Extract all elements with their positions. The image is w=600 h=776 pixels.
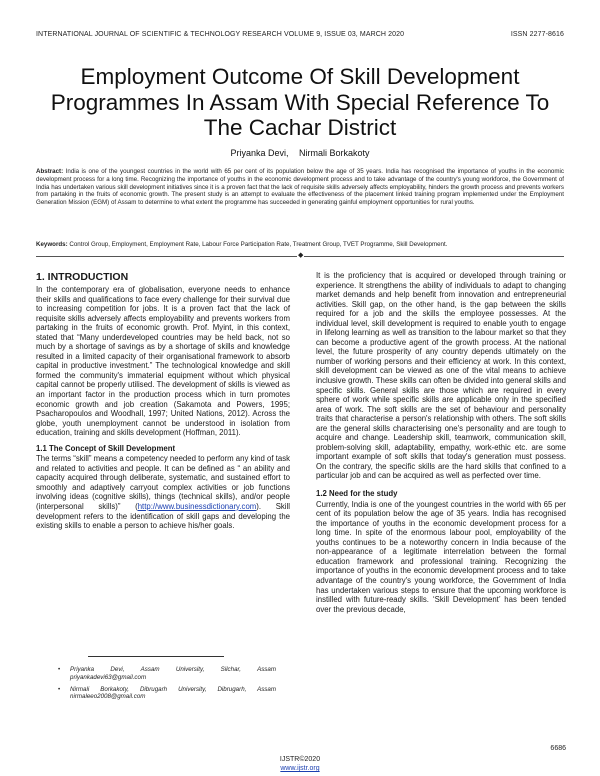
introduction-paragraph: In the contemporary era of globalisation, everyone needs to enhance their skills and qualifications to face every challenge for their survival due to increasing competition for jobs. It is a proven fact that the lack of requisite skills adversely affects employability and prevents workers from partaking in the fruits of economic growth. Prof. Myint, in this context, stated that “Many underdeveloped countries may be held back, not so much by a shortage of savings as by a shortage of skills and knowledge resulted in a limited capacity of their organisational framework to absorb capital in productive investment.” The technological knowledge and skill formed the community's immaterial equipment without which physical capital cannot be properly utilised. The development of skills is viewed as an important factor in the production process which in turn promotes economic growth and job creation (Sakamota and Powers, 1995; Psacharopoulos and Woodhall, 1997; United Nations, 2012). Across the globe, youth unemployment cannot be understood in isolation from education, training and skills development (Hoffman, 2011). (36, 285, 290, 438)
abstract (36, 168, 564, 207)
page-footer (0, 755, 600, 773)
keywords (36, 241, 564, 249)
author-2: Nirmali Borkakoty (299, 148, 370, 158)
author-list (0, 148, 600, 158)
skill-concept-paragraph (36, 454, 290, 530)
abstract-text: India is one of the youngest countries in the world with 65 per cent of its population below the age of 35 years. India has recognised the importance of youths in the economic development process for a long time. Recognizing the importance of youths in the economic development process and to take advantage of the country's young workforce, the Government of India has undertaken various skill development initiatives since it is a proven fact that the lack of requisite skills adversely affects employability, hinders the growth process and prevents workers from partaking in the fruits of economic growth. The present study is an attempt to evaluate the effectiveness of the placement linked training program implemented under the Employment Generation Mission (EGM) of Assam to determine to what extent the programme has succeeded in generating gainful employment opportunities for rural youths. (36, 168, 564, 207)
subsection-heading-need-for-study: 1.2 Need for the study (316, 489, 398, 499)
running-header (36, 31, 564, 38)
divider-diamond-icon: ◆ (298, 252, 304, 259)
keywords-text: Control Group, Employment, Employment Rate, Labour Force Participation Rate, Treatment Group, TVET Programme, Skill Development. (69, 241, 448, 248)
abstract-label: Abstract: (36, 168, 64, 175)
issn: ISSN 2277-8616 (510, 31, 564, 38)
keywords-label: Keywords: (36, 241, 68, 248)
footnote-author-1: • Priyanka Devi, Assam University, Silchar, Assam priyankadevi63@gmail.com (58, 666, 276, 682)
page-number: 6686 (550, 745, 566, 752)
footer-url-link[interactable]: www.ijstr.org (280, 765, 320, 772)
right-column (316, 271, 566, 614)
left-column (36, 271, 290, 531)
footnote-author-2: • Nirmali Borkakoty, Dibrugarh University, Dibrugarh, Assam nirmaleeo2008@gmail.com (58, 686, 276, 702)
skill-concept-text-a: The terms “skill” means a competency needed to perform any kind of task and related to activities and people. It can be defined as “ an ability and capacity acquired through deliberate, systematic, and sustained effort to smoothly and adaptively carryout complex activities or job functions involving ideas (cognitive skills), things (technical skills), and/or people (interpersonal skills)” ( (36, 454, 290, 512)
paper-title: Employment Outcome Of Skill Development Programmes In Assam With Special Reference To The Cachar District (50, 64, 550, 140)
section-heading-introduction: 1. INTRODUCTION (36, 271, 129, 283)
footnote-rule (88, 656, 224, 657)
skills-paragraph: It is the proficiency that is acquired or developed through training or experience. It strengthens the ability of individuals to adapt to changing market demands and help benefit from innovation and entrepreneurial activities. Skill gap, on the other hand, is the gap between the skills required for a job and the skills the employee possesses. At the individual level, skill development is required to enable youth to engage in lifelong learning as well as transition to the labour market so that they can become a productive agent of the growth process. At the national level, the future prosperity of any country depends ultimately on the number of working persons and their efficiency at work. In this context, skill development can be viewed as one of the vital means to achieve inclusive growth. These skills can often be divided into general skills and specific skills. General skills are those which are required in every sphere of work while specific skills are applicable only in the specified area of work. The soft skills are the set of behaviour and personality traits that characterise a person's relationship with others. The soft skills are the general skills characterising one's personality and are tough to acquire and change. Leadership skill, teamwork, communication skill, problem-solving skill, adaptability, empathy, work-ethic etc. are some important example of soft skills that today's generation must possess. On the contrary, the specific skills are the hard skills that confined to a particular job and can be acquired as well as perfected over time. (316, 271, 566, 481)
footer-copyright: IJSTR©2020 (279, 756, 321, 763)
skill-concept-text-b: ). Skill development refers to the identification of skill gaps and developing the existing skills to enable a person to achieve his/her goals. (36, 502, 291, 531)
author-footnotes (58, 666, 276, 705)
need-for-study-paragraph: Currently, India is one of the youngest countries in the world with 65 per cent of its population below the age of 35 years. India has recognised the importance of youths in the economic development process for a long time. In spite of the enormous labour pool, employability of the youths continues to be a noteworthy concern in India because of the non-appearance of a legitimate interrelation between the formal education framework and professional training. Recognizing the importance of youths in the economic development process and to take advantage of the country's young workforce, the Government of India has undertaken various steps to ensure that the upcoming workforce is instilled with future-ready skills. ‘Skill Development’ has been tended over the previous decade, (316, 499, 566, 614)
author-1: Priyanka Devi, (230, 148, 289, 158)
business-dictionary-link[interactable]: http://www.businessdictionary.com (137, 502, 257, 512)
journal-name: INTERNATIONAL JOURNAL OF SCIENTIFIC & TECHNOLOGY RESEARCH VOLUME 9, ISSUE 03, MARCH 2020 (36, 31, 405, 38)
subsection-heading-skill-concept: 1.1 The Concept of Skill Development (36, 443, 176, 453)
